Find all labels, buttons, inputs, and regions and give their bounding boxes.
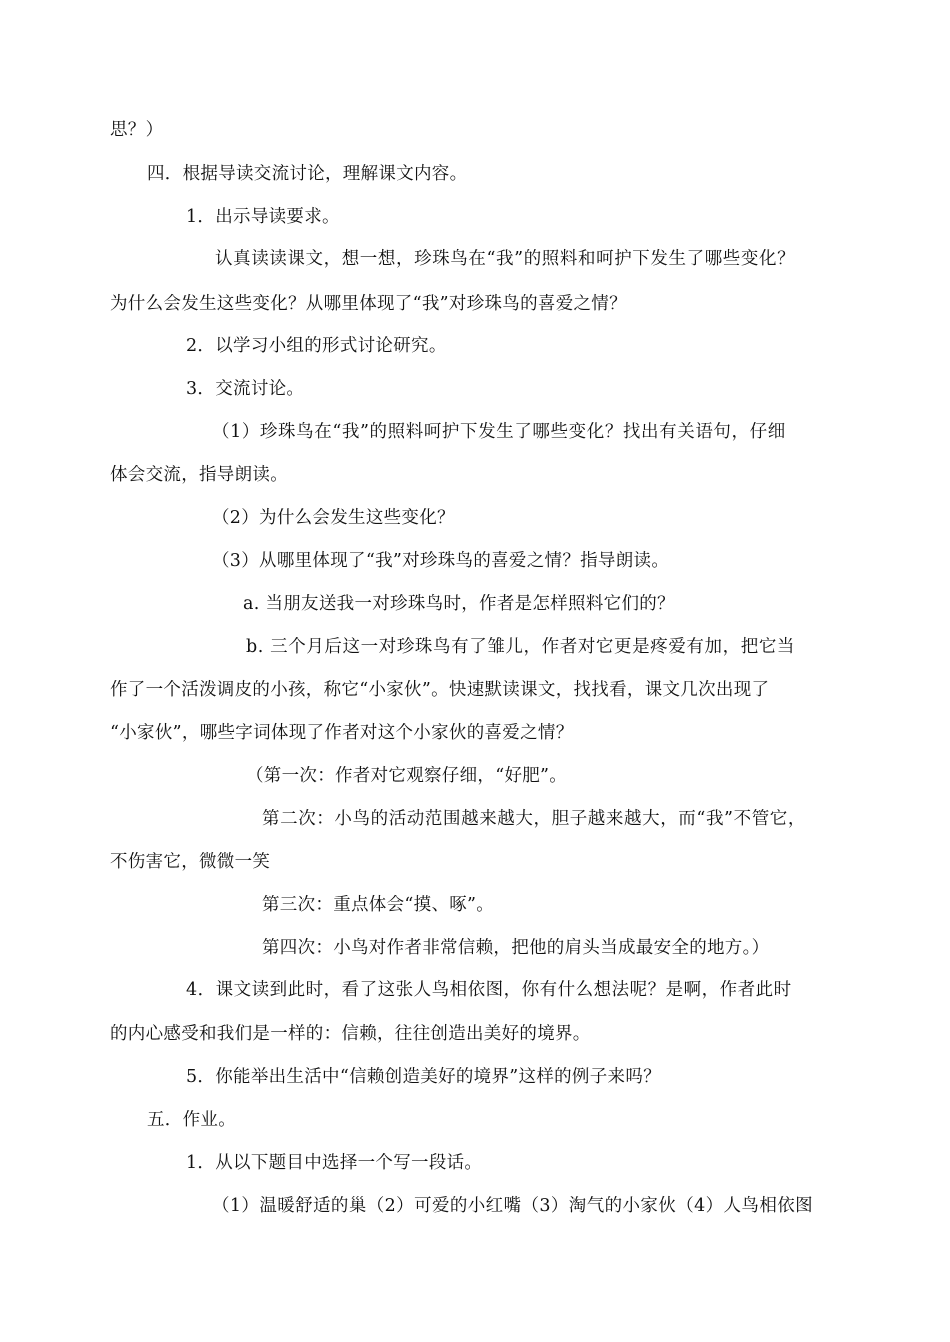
section-heading: 四．根据导读交流讨论，理解课文内容。	[147, 164, 468, 184]
text-line: 5．你能举出生活中“信赖创造美好的境界”这样的例子来吗？	[186, 1067, 661, 1087]
text-line: 2．以学习小组的形式讨论研究。	[186, 336, 447, 356]
text-line: 思？）	[110, 120, 164, 140]
section-heading: 五．作业。	[147, 1110, 236, 1130]
text-line: 1．从以下题目中选择一个写一段话。	[186, 1153, 483, 1173]
text-line: 体会交流，指导朗读。	[110, 465, 288, 485]
text-line: 第三次：重点体会“摸、啄”。	[262, 895, 495, 915]
text-line: “小家伙”，哪些字词体现了作者对这个小家伙的喜爱之情？	[110, 723, 574, 743]
text-line: b. 三个月后这一对珍珠鸟有了雏儿，作者对它更是疼爱有加，把它当	[246, 637, 796, 657]
text-line: a. 当朋友送我一对珍珠鸟时，作者是怎样照料它们的？	[243, 594, 675, 614]
text-line: 的内心感受和我们是一样的：信赖，往往创造出美好的境界。	[110, 1024, 591, 1044]
text-line: 为什么会发生这些变化？从哪里体现了“我”对珍珠鸟的喜爱之情？	[110, 294, 627, 314]
text-line: 第四次：小鸟对作者非常信赖，把他的肩头当成最安全的地方。）	[262, 938, 770, 958]
text-line: 作了一个活泼调皮的小孩，称它“小家伙”。快速默读课文，找找看，课文几次出现了	[110, 680, 770, 700]
text-line: 1．出示导读要求。	[186, 207, 340, 227]
text-line: （第一次：作者对它观察仔细，“好肥”。	[246, 766, 568, 786]
text-line: 不伤害它，微微一笑	[110, 852, 271, 872]
text-line: （3）从哪里体现了“我”对珍珠鸟的喜爱之情？指导朗读。	[212, 551, 670, 571]
text-line: 3．交流讨论。	[186, 379, 305, 399]
text-line: （1）珍珠鸟在“我”的照料呵护下发生了哪些变化？找出有关语句，仔细	[212, 422, 786, 442]
text-line: 认真读读课文，想一想，珍珠鸟在“我”的照料和呵护下发生了哪些变化？	[215, 249, 796, 269]
text-line: （2）为什么会发生这些变化？	[212, 508, 455, 528]
text-line: 第二次：小鸟的活动范围越来越大，胆子越来越大，而“我”不管它，	[262, 809, 806, 829]
text-line: 4．课文读到此时，看了这张人鸟相依图，你有什么想法呢？是啊，作者此时	[186, 980, 792, 1000]
text-line: （1）温暖舒适的巢（2）可爱的小红嘴（3）淘气的小家伙（4）人鸟相依图	[212, 1196, 814, 1216]
